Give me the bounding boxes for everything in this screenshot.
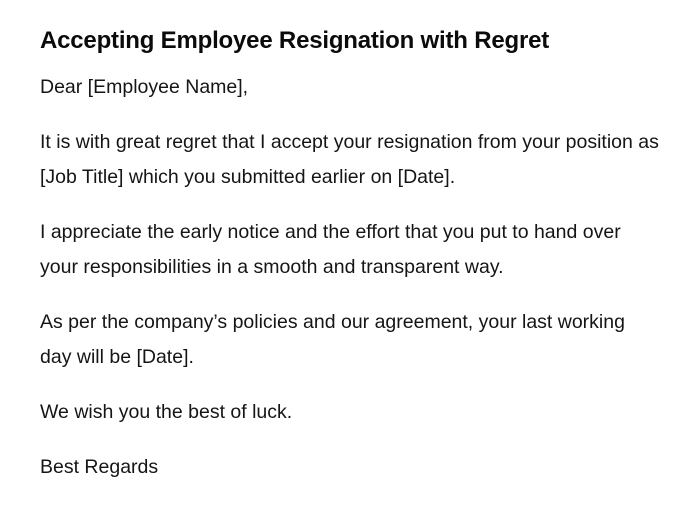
closing-line: Best Regards (40, 456, 159, 478)
greeting-line: Dear [Employee Name], (40, 76, 249, 98)
paragraph-last-working-day: As per the company’s policies and our agreement, your last working day will be [Date]. (40, 311, 625, 368)
document-title: Accepting Employee Resignation with Regret (40, 27, 550, 54)
paragraph-appreciation: I appreciate the early notice and the effort that you put to hand over your responsibilities in a smooth and transparent way. (40, 221, 621, 278)
paragraph-best-wishes: We wish you the best of luck. (40, 401, 293, 423)
paragraph-resignation-acceptance: It is with great regret that I accept your resignation from your position as [Job Title] which you submitted earlier on [Date]. (40, 131, 659, 188)
